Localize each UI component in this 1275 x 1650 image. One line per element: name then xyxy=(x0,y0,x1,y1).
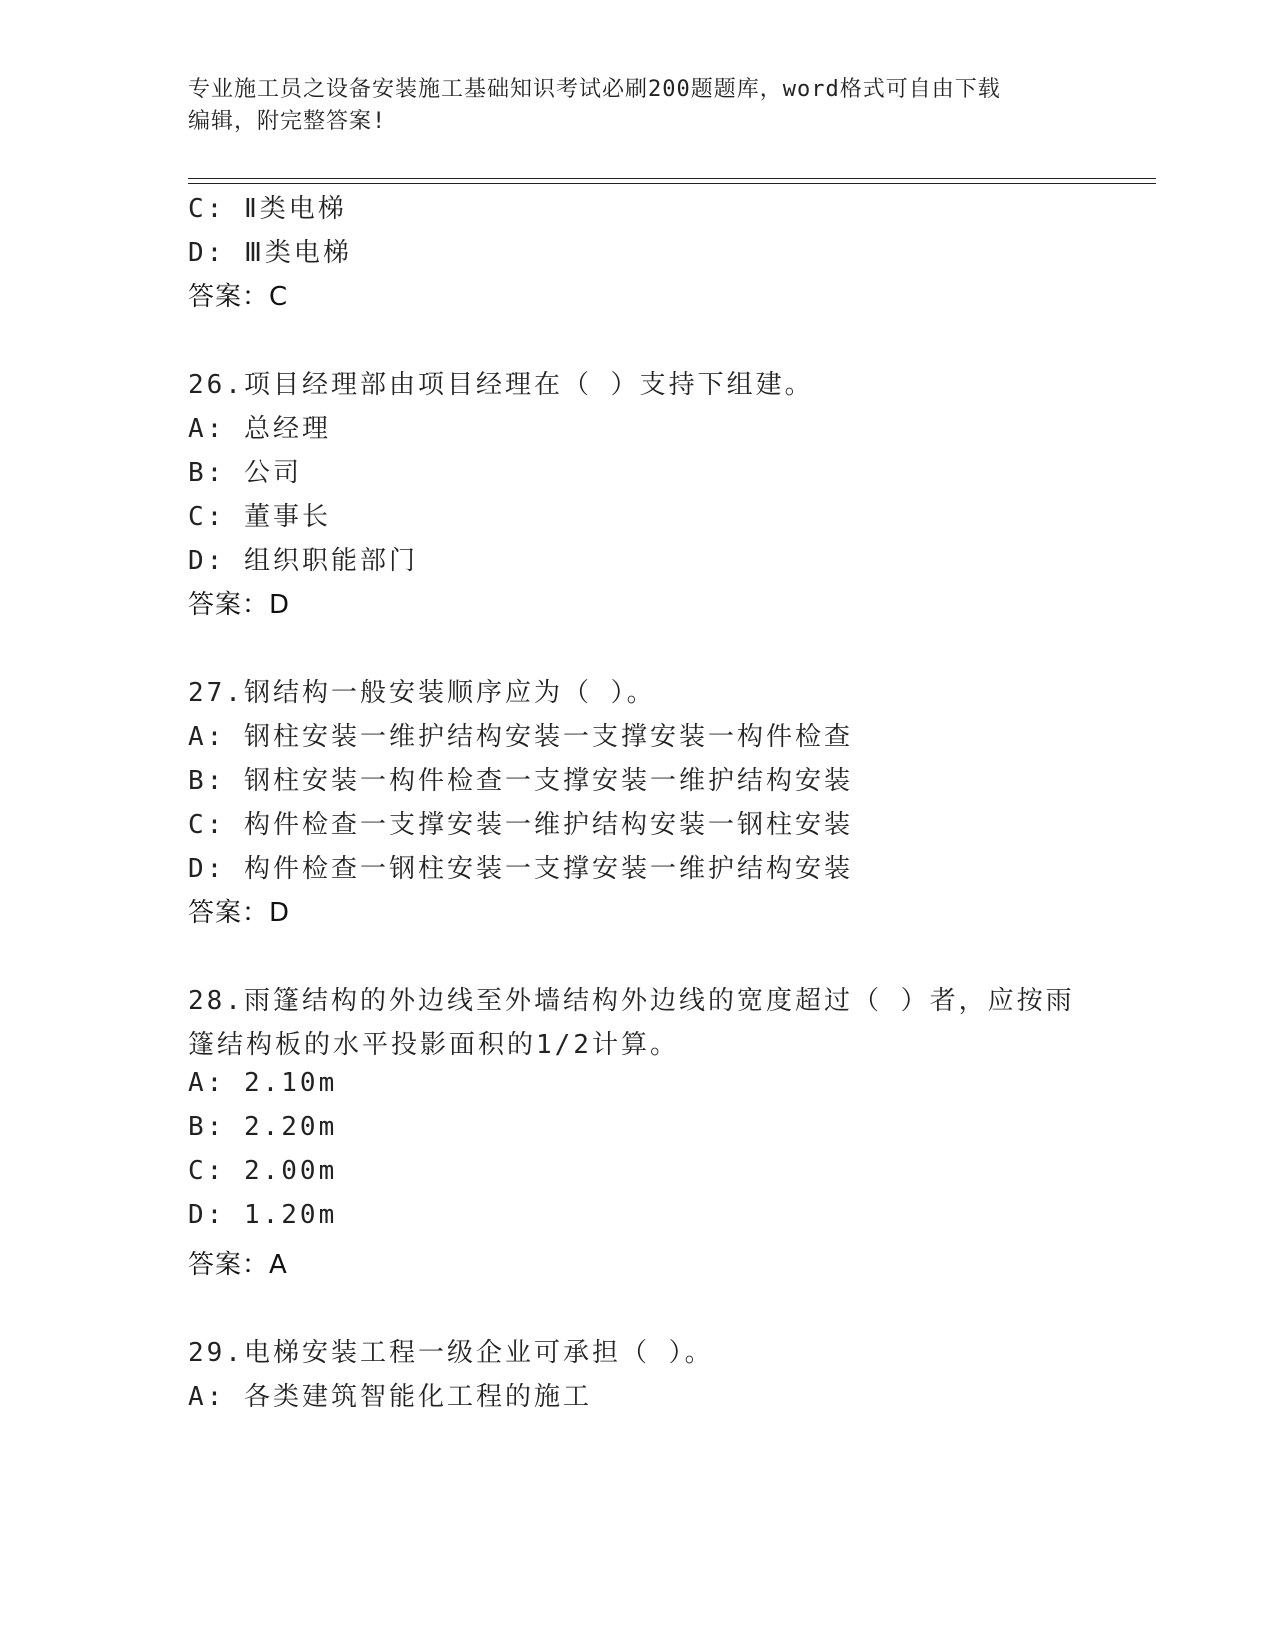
q25-option-d: D: Ⅲ类电梯 xyxy=(188,238,352,268)
q26-option-b: B: 公司 xyxy=(188,458,302,488)
document-header xyxy=(188,74,1068,138)
q28-option-b: B: 2.20m xyxy=(188,1112,338,1142)
q28-stem-line-1: 28.雨篷结构的外边线至外墙结构外边线的宽度超过（ ）者，应按雨 xyxy=(188,986,1075,1016)
header-rule-top xyxy=(188,178,1156,179)
q27-stem: 27.钢结构一般安装顺序应为（ ）。 xyxy=(188,678,656,708)
q25-option-c: C: Ⅱ类电梯 xyxy=(188,194,347,224)
q26-option-c: C: 董事长 xyxy=(188,502,331,532)
q26-option-d: D: 组织职能部门 xyxy=(188,546,418,576)
q29-stem: 29.电梯安装工程一级企业可承担（ ）。 xyxy=(188,1338,714,1368)
q28-option-d: D: 1.20m xyxy=(188,1200,338,1230)
q26-answer: 答案：D xyxy=(188,590,291,620)
q28-option-a: A: 2.10m xyxy=(188,1068,338,1098)
q27-option-a: A: 钢柱安装一维护结构安装一支撑安装一构件检查 xyxy=(188,722,853,752)
q29-option-a: A: 各类建筑智能化工程的施工 xyxy=(188,1382,592,1412)
header-rule-bottom xyxy=(188,183,1156,184)
header-line-2: 编辑，附完整答案! xyxy=(188,109,387,134)
q28-stem-line-2: 篷结构板的水平投影面积的1/2计算。 xyxy=(188,1030,679,1060)
q28-answer: 答案：A xyxy=(188,1250,288,1280)
q26-option-a: A: 总经理 xyxy=(188,414,331,444)
q28-option-c: C: 2.00m xyxy=(188,1156,338,1186)
q27-option-b: B: 钢柱安装一构件检查一支撑安装一维护结构安装 xyxy=(188,766,853,796)
q27-option-c: C: 构件检查一支撑安装一维护结构安装一钢柱安装 xyxy=(188,810,853,840)
q27-answer: 答案：D xyxy=(188,898,291,928)
q26-stem: 26.项目经理部由项目经理在（ ）支持下组建。 xyxy=(188,370,814,400)
q27-option-d: D: 构件检查一钢柱安装一支撑安装一维护结构安装 xyxy=(188,854,853,884)
header-line-1: 专业施工员之设备安装施工基础知识考试必刷200题题库，word格式可自由下载 xyxy=(188,77,1001,102)
q25-answer: 答案：C xyxy=(188,282,289,312)
